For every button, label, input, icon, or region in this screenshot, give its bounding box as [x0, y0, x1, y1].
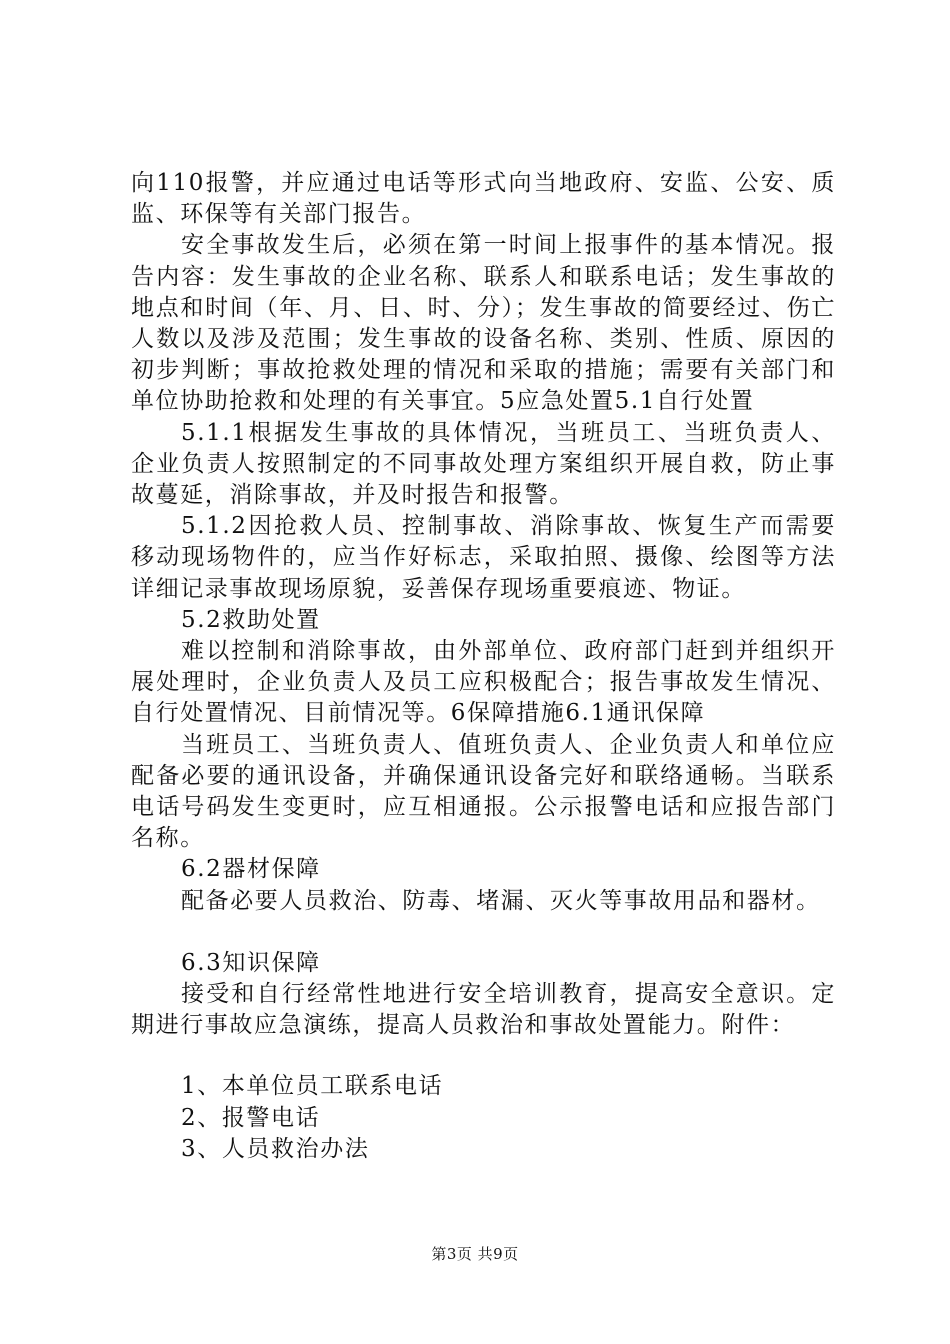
paragraph-equipment: 配备必要人员救治、防毒、堵漏、灭火等事故用品和器材。 — [181, 887, 821, 914]
paragraph-rescue-handling: 难以控制和消除事故，由外部单位、政府部门赶到并组织开展处理时，企业负责人及员工应积极配合；报告事故发生情况、自行处置情况、目前情况等。6保障措施6.1通讯保障 — [131, 638, 836, 727]
paragraph-report-content: 安全事故发生后，必须在第一时间上报事件的基本情况。报告内容：发生事故的企业名称、联系人和联系电话；发生事故的地点和时间（年、月、日、时、分）；发生事故的简要经过、伤亡人数以及涉及范围；发生事故的设备名称、类别、性质、原因的初步判断；事故抢救处理的情况和采取的措施；需要有关部门和单位协助抢救和处理的有关事宜。5应急处置5.1自行处置 — [131, 232, 836, 415]
heading-5-2: 5.2救助处置 — [181, 606, 321, 633]
attachment-item: 3、人员救治办法 — [181, 1135, 370, 1162]
paragraph-knowledge: 接受和自行经常性地进行安全培训教育，提高安全意识。定期进行事故应急演练，提高人员救治和事故处置能力。附件： — [131, 981, 836, 1039]
document-body — [131, 168, 836, 1165]
paragraph-report-agencies: 向110报警，并应通过电话等形式向当地政府、安监、公安、质监、环保等有关部门报告。 — [131, 170, 836, 228]
paragraph-communication: 当班员工、当班负责人、值班负责人、企业负责人和单位应配备必要的通讯设备，并确保通讯设备完好和联络通畅。当联系电话号码发生变更时，应互相通报。公示报警电话和应报告部门名称。 — [131, 731, 836, 852]
paragraph-5-1-1: 5.1.1根据发生事故的具体情况，当班员工、当班负责人、企业负责人按照制定的不同事故处理方案组织开展自救，防止事故蔓延，消除事故，并及时报告和报警。 — [131, 419, 836, 509]
page-number: 第3页 共9页 — [431, 1245, 519, 1263]
heading-6-2: 6.2器材保障 — [181, 856, 321, 883]
heading-6-3: 6.3知识保障 — [181, 949, 321, 976]
attachment-item: 2、报警电话 — [181, 1104, 321, 1131]
attachment-item: 1、本单位员工联系电话 — [181, 1073, 444, 1100]
paragraph-5-1-2: 5.1.2因抢救人员、控制事故、消除事故、恢复生产而需要移动现场物件的，应当作好标志，采取拍照、摄像、绘图等方法详细记录事故现场原貌，妥善保存现场重要痕迹、物证。 — [131, 513, 836, 602]
